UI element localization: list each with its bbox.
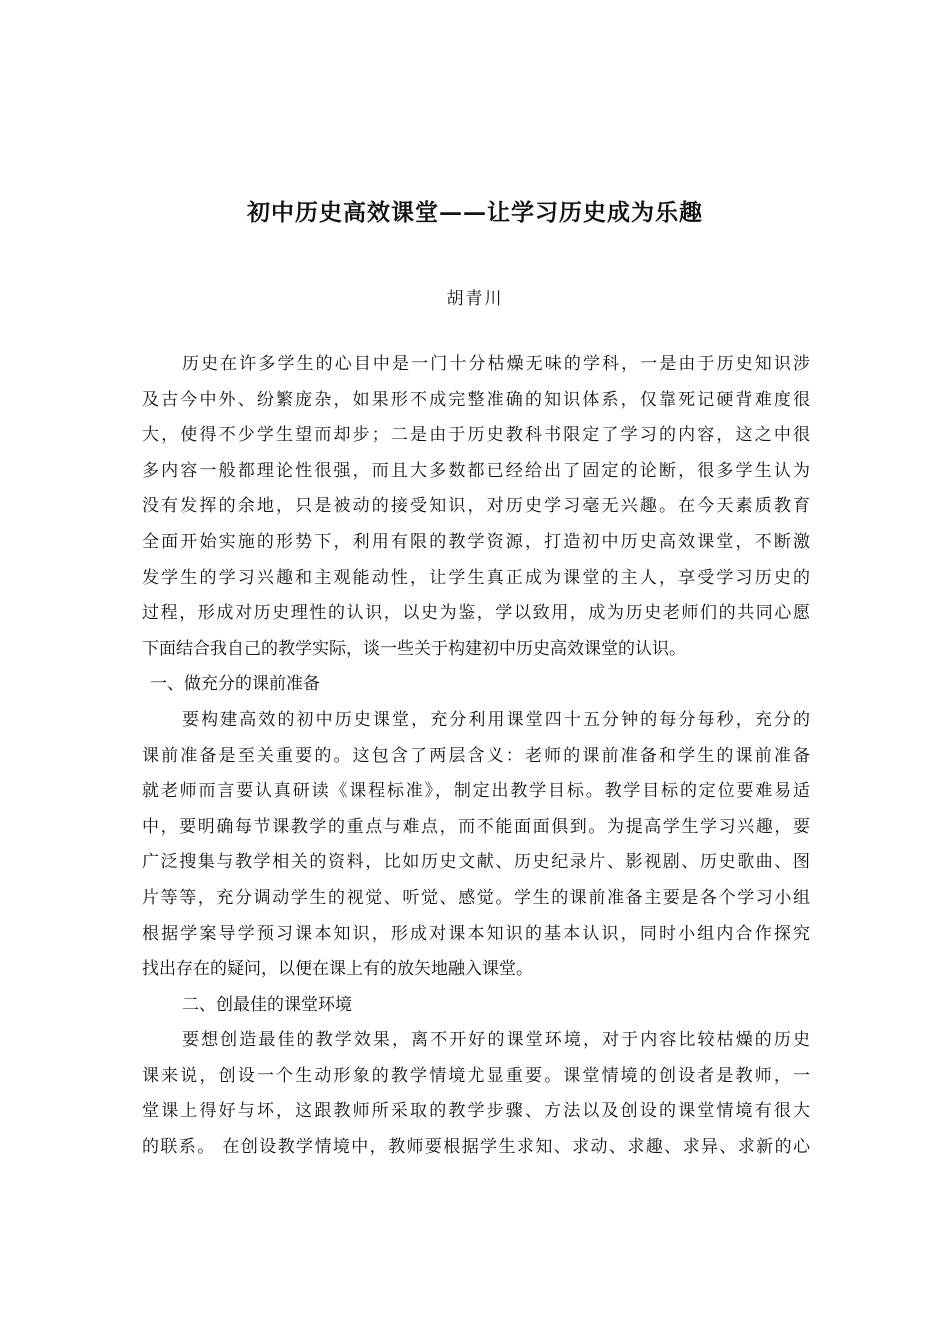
section-heading: 一、做充分的课前准备 [150, 674, 320, 695]
paragraph-line: 课来说，创设一个生动形象的教学情境尤显重要。课堂情境的创设者是教师，一 [142, 1065, 810, 1086]
paragraph-line: 大，使得不少学生望而却步；二是由于历史教科书限定了学习的内容，这之中很 [142, 425, 810, 446]
paragraph-line: 课前准备是至关重要的。这包含了两层含义：老师的课前准备和学生的课前准备 [142, 745, 810, 766]
paragraph-line: 历史在许多学生的心目中是一门十分枯燥无味的学科，一是由于历史知识涉 [182, 354, 810, 374]
paragraph-line: 要想创造最佳的教学效果，离不开好的课堂环境，对于内容比较枯燥的历史 [182, 1030, 810, 1051]
paragraph-line: 多内容一般都理论性很强，而且大多数都已经给出了固定的论断，很多学生认为 [142, 460, 810, 481]
paragraph-line: 下面结合我自己的教学实际，谈一些关于构建初中历史高效课堂的认识。 [142, 638, 686, 659]
paragraph-line: 找出存在的疑问，以便在课上有的放矢地融入课堂。 [142, 959, 533, 980]
document-author: 胡青川 [446, 289, 504, 309]
paragraph-line: 及古今中外、纷繁庞杂，如果形不成完整准确的知识体系，仅靠死记硬背难度很 [142, 389, 810, 410]
paragraph-line: 片等等，充分调动学生的视觉、听觉、感觉。学生的课前准备主要是各个学习小组 [142, 887, 810, 908]
paragraph-line: 的联系。 在创设教学情境中，教师要根据学生求知、求动、求趣、求异、求新的心 [142, 1137, 810, 1158]
paragraph-line: 过程，形成对历史理性的认识，以史为鉴，学以致用，成为历史老师们的共同心愿 [142, 603, 810, 624]
section-heading: 二、创最佳的课堂环境 [182, 994, 352, 1015]
paragraph-line: 中，要明确每节课教学的重点与难点，而不能面面俱到。为提高学生学习兴趣，要 [142, 816, 810, 837]
paragraph-line: 全面开始实施的形势下，利用有限的教学资源，打造初中历史高效课堂，不断激 [142, 531, 810, 552]
paragraph-line: 根据学案导学预习课本知识，形成对课本知识的基本认识，同时小组内合作探究 [142, 923, 810, 944]
paragraph-line: 堂课上得好与坏，这跟教师所采取的教学步骤、方法以及创设的课堂情境有很大 [142, 1101, 810, 1122]
paragraph-line: 就老师而言要认真研读《课程标准》，制定出教学目标。教学目标的定位要难易适 [142, 781, 810, 802]
document-body [142, 347, 810, 1166]
document-title: 初中历史高效课堂——让学习历史成为乐趣 [247, 199, 703, 226]
paragraph-line: 发学生的学习兴趣和主观能动性，让学生真正成为课堂的主人，享受学习历史的 [142, 567, 810, 588]
paragraph-line: 没有发挥的余地，只是被动的接受知识，对历史学习毫无兴趣。在今天素质教育 [142, 496, 810, 517]
paragraph-line: 广泛搜集与教学相关的资料，比如历史文献、历史纪录片、影视剧、历史歌曲、图 [142, 852, 810, 873]
paragraph-line: 要构建高效的初中历史课堂，充分利用课堂四十五分钟的每分每秒，充分的 [182, 709, 810, 730]
